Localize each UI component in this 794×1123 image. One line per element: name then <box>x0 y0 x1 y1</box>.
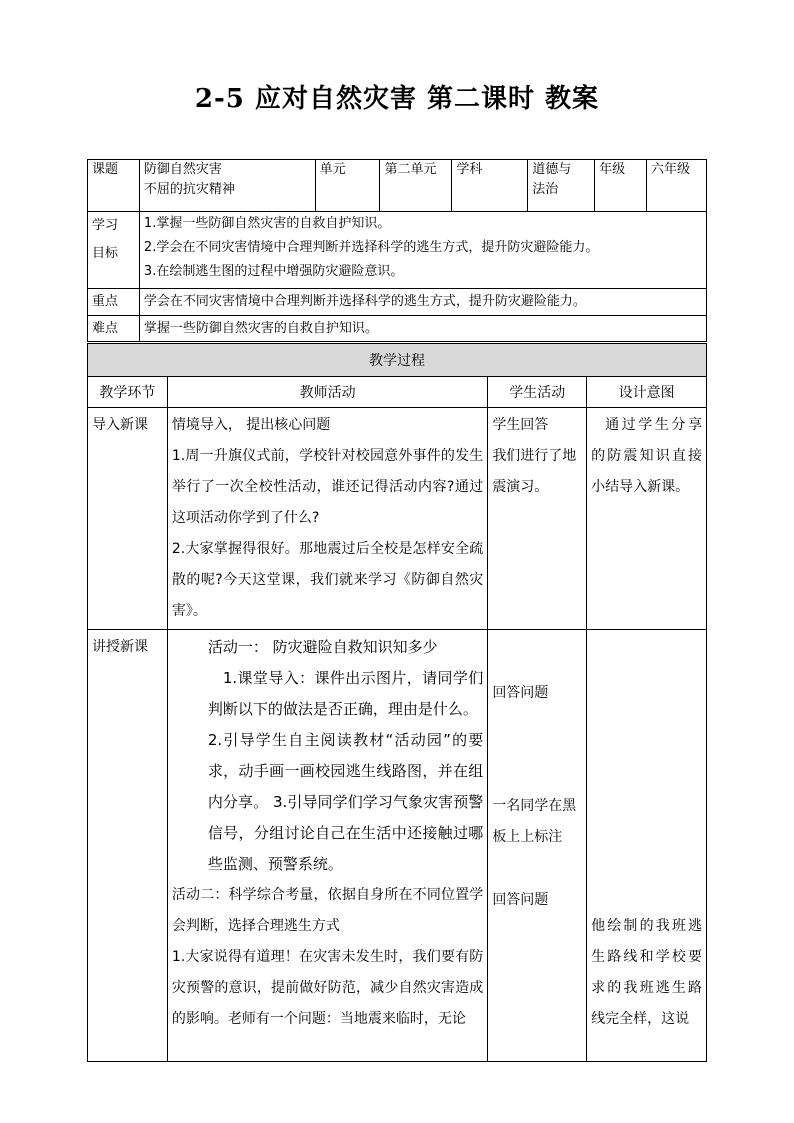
process-section-row <box>88 344 707 377</box>
process-header-row <box>88 377 707 408</box>
goals-label <box>88 212 140 289</box>
activity-one-title: 活动一： 防灾避险自救知识知多少 <box>207 638 438 656</box>
teacher-intro-line: 情境导入， 提出核心问题 <box>171 417 331 433</box>
goal-item: 1.掌握一些防御自然灾害的自救自护知识。 <box>143 216 391 231</box>
activity-two-title: 活动二：科学综合考量，依据自身所在不同位置学会判断，选择合理逃生方式 <box>171 887 484 934</box>
teacher-activity-lecture <box>167 630 487 1062</box>
stage-intro: 导入新课 <box>88 408 168 630</box>
header-teacher: 教师活动 <box>167 377 487 408</box>
header-student: 学生活动 <box>488 377 587 408</box>
student-lecture-line: 回答问题 <box>492 685 549 701</box>
unit-label: 单元 <box>315 160 380 212</box>
teacher-lecture-paragraph: 1.大家说得有道理！在灾害未发生时，我们要有防灾预警的意识，提前做好防范，减少自然灾害造成的影响。老师有一个问题：当地震来临时，无论 <box>171 949 484 1027</box>
student-lecture-line: 回答问题 <box>492 892 549 908</box>
grade-value: 六年级 <box>647 160 707 212</box>
subject-line-2: 法治 <box>532 182 559 197</box>
student-intro-line: 我们进行了地震演习。 <box>492 448 577 495</box>
goals-label-line-2: 目标 <box>92 246 119 261</box>
subject-line-1: 道德与 <box>532 162 572 177</box>
key-label: 重点 <box>88 289 140 316</box>
intent-intro: 通过学生分享的防震知识直接小结导入新课。 <box>587 408 707 630</box>
process-row-intro <box>88 408 707 630</box>
process-row-lecture <box>88 630 707 1062</box>
student-activity-intro <box>488 408 587 630</box>
topic-value <box>139 160 315 212</box>
teacher-activity-intro <box>167 408 487 630</box>
teacher-intro-paragraph: 1.周一升旗仪式前，学校针对校园意外事件的发生举行了一次全校性活动，谁还记得活动内容?通过这项活动你学到了什么? <box>171 448 484 526</box>
page-title: 2-5 应对自然灾害 第二课时 教案 <box>194 84 600 114</box>
goals-list <box>139 212 706 289</box>
student-activity-lecture <box>488 630 587 1062</box>
teaching-process-table <box>87 343 707 1062</box>
subject-label: 学科 <box>452 160 528 212</box>
stage-lecture: 讲授新课 <box>88 630 168 1062</box>
topic-line-1: 防御自然灾害 <box>143 162 222 177</box>
info-row <box>88 160 707 212</box>
intent-lecture-text: 他绘制的我班逃生路线和学校要求的我班逃生路线完全样，这说 <box>591 918 702 1027</box>
goals-row <box>88 212 707 289</box>
header-intent: 设计意图 <box>587 377 707 408</box>
intent-lecture <box>587 630 707 1062</box>
teacher-lecture-paragraph: 1.课堂导入：课件出示图片，请同学们判断以下的做法是否正确，理由是什么。 <box>207 669 484 718</box>
grade-label: 年级 <box>595 160 647 212</box>
header-stage: 教学环节 <box>88 377 168 408</box>
goals-label-line-1: 学习 <box>92 218 119 233</box>
goal-item: 2.学会在不同灾害情境中合理判断并选择科学的逃生方式，提升防灾避险能力。 <box>143 240 599 255</box>
key-value: 学会在不同灾害情境中合理判断并选择科学的逃生方式，提升防灾避险能力。 <box>139 289 706 316</box>
teacher-intro-paragraph: 2.大家掌握得很好。那地震过后全校是怎样安全疏散的呢?今天这堂课，我们就来学习《防御自然灾害》。 <box>171 541 484 619</box>
difficulty-label: 难点 <box>88 316 140 342</box>
unit-value: 第二单元 <box>380 160 452 212</box>
student-intro-line: 学生回答 <box>492 417 549 433</box>
student-lecture-line: 一名同学在黑板上上标注 <box>492 798 577 845</box>
lesson-info-table <box>87 159 707 342</box>
key-row <box>88 289 707 316</box>
topic-label: 课题 <box>88 160 140 212</box>
process-section-title: 教学过程 <box>88 344 707 377</box>
topic-line-2: 不屈的抗灾精神 <box>143 182 235 197</box>
difficulty-value: 掌握一些防御自然灾害的自救自护知识。 <box>139 316 706 342</box>
subject-value <box>528 160 595 212</box>
goal-item: 3.在绘制逃生图的过程中增强防灾避险意识。 <box>143 264 404 279</box>
difficulty-row <box>88 316 707 342</box>
teacher-lecture-paragraph: 2.引导学生自主阅读教材“活动园”的要求，动手画一画校园逃生线路图，并在组内分享。 3.引导同学们学习气象灾害预警信号，分组讨论自己在生活中还接触过哪些监测、预警系统。 <box>207 731 484 873</box>
